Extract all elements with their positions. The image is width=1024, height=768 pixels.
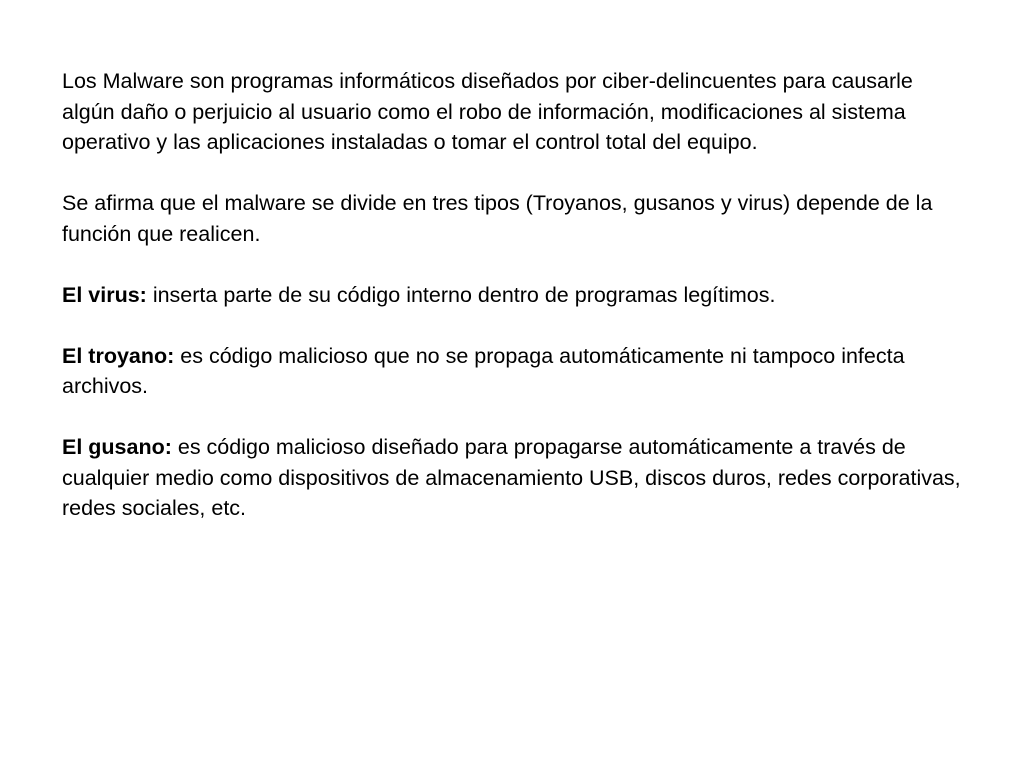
definition-term: El troyano: (62, 343, 175, 368)
definition-text: es código malicioso diseñado para propagarse automáticamente a través de cualquier medio como dispositivos de almacenamiento USB, discos duros, redes corporativas, redes sociales, etc. (62, 435, 961, 520)
intro-paragraph: Los Malware son programas informáticos diseñados por ciber-delincuentes para causarle algún daño o perjuicio al usuario como el robo de información, modificaciones al sistema operativo y las aplicaciones instaladas o tomar el control total del equipo. (62, 69, 913, 154)
definition-gusano (62, 432, 962, 524)
definition-text: es código malicioso que no se propaga automáticamente ni tampoco infecta archivos. (62, 343, 905, 398)
definition-term: El virus: (62, 282, 147, 307)
definition-virus (62, 280, 962, 311)
definition-term: El gusano: (62, 435, 172, 459)
definition-troyano (62, 341, 962, 402)
slide-body (62, 66, 962, 524)
definition-text: inserta parte de su código interno dentro de programas legítimos. (146, 282, 776, 307)
types-intro-paragraph: Se afirma que el malware se divide en tres tipos (Troyanos, gusanos y virus) depende de la función que realicen. (62, 191, 933, 246)
